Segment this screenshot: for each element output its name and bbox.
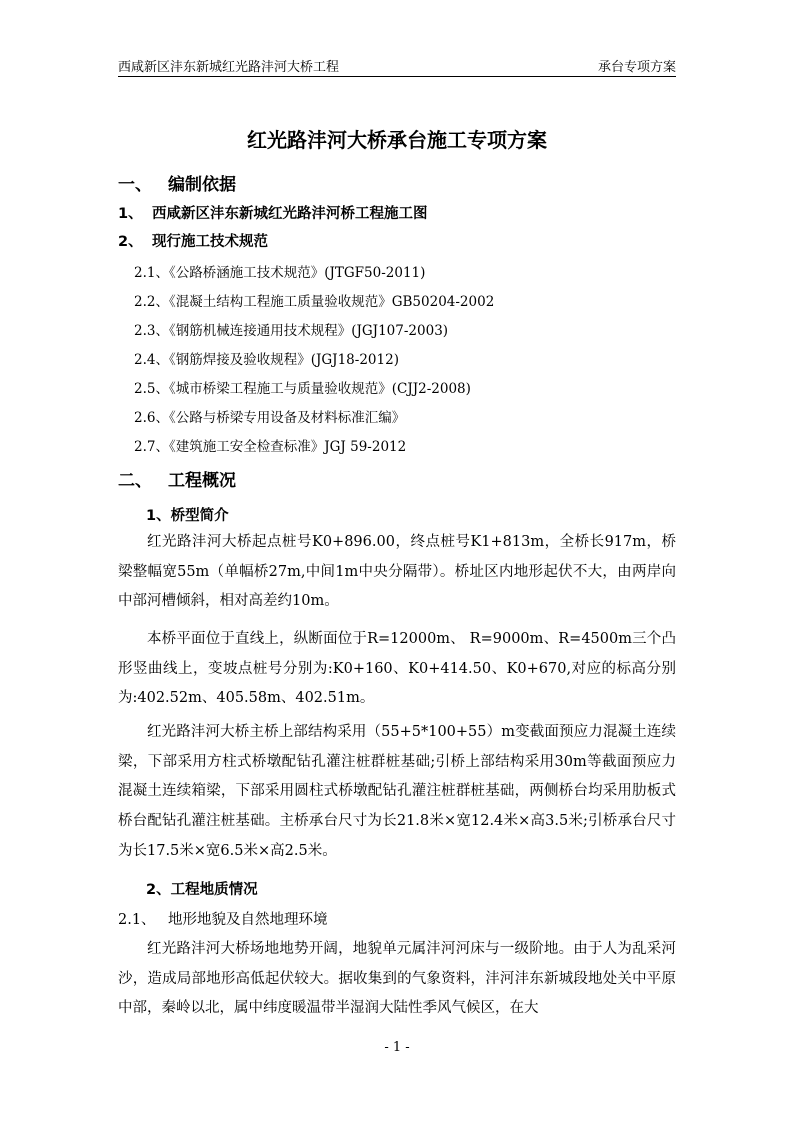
section-title: 工程概况 bbox=[168, 471, 236, 491]
paragraph-bridge-location: 红光路沣河大桥起点桩号K0+896.00，终点桩号K1+813m，全桥长917m，桥梁整幅宽55m（单幅桥27m,中间1m中央分隔带）。桥址区内地形起伏不大，由两岸向中部河槽倾斜，相对高差约10m。 bbox=[118, 534, 676, 610]
paragraph-structure: 红光路沣河大桥主桥上部结构采用（55+5*100+55）m变截面预应力混凝土连续梁，下部采用方柱式桥墩配钻孔灌注桩群桩基础;引桥上部结构采用30m等截面预应力混凝土连续箱梁，下部采用圆柱式桥墩配钻孔灌注桩群桩基础，两侧桥台均采用肋板式桥台配钻孔灌注桩基础。主桥承台尺寸为长21.8米×宽12.4米×高3.5米;引桥承台尺寸为长17.5米×宽6.5米×高2.5米。 bbox=[118, 724, 676, 859]
section-heading-overview bbox=[118, 466, 236, 491]
item-text: 现行施工技术规范 bbox=[152, 234, 268, 250]
standard-item: 2.7、《建筑施工安全检查标准》JGJ 59-2012 bbox=[134, 439, 407, 455]
page-header bbox=[118, 56, 676, 77]
item-number: 2、 bbox=[118, 234, 143, 250]
subsection-title: 地形地貌及自然地理环境 bbox=[168, 912, 328, 928]
standard-item: 2.3、《钢筋机械连接通用技术规程》(JGJ107-2003) bbox=[134, 323, 449, 339]
basis-item-specs bbox=[118, 230, 268, 251]
item-text: 西咸新区沣东新城红光路沣河桥工程施工图 bbox=[152, 206, 428, 222]
standard-item: 2.6、《公路与桥梁专用设备及材料标准汇编》 bbox=[134, 410, 406, 426]
subsection-bridge-type: 1、桥型简介 bbox=[146, 508, 229, 524]
page-number: - 1 - bbox=[384, 1040, 410, 1055]
section-number: 一、 bbox=[118, 175, 152, 195]
basis-item-drawings bbox=[118, 202, 428, 223]
standard-item: 2.4、《钢筋焊接及验收规程》(JGJ18-2012) bbox=[134, 352, 399, 368]
standard-item: 2.2、《混凝土结构工程施工质量验收规范》GB50204-2002 bbox=[134, 294, 495, 310]
section-title: 编制依据 bbox=[168, 175, 236, 195]
section-number: 二、 bbox=[118, 471, 152, 491]
paragraph-terrain: 红光路沣河大桥场地地势开阔，地貌单元属沣河河床与一级阶地。由于人为乱采河沙，造成局部地形高低起伏较大。据收集到的气象资料，沣河沣东新城段地处关中平原中部，秦岭以北，属中纬度暖温带半湿润大陆性季风气候区，在大 bbox=[118, 941, 676, 1017]
section-heading-basis bbox=[118, 170, 236, 195]
paragraph-alignment: 本桥平面位于直线上，纵断面位于R=12000m、 R=9000m、R=4500m三个凸形竖曲线上，变坡点桩号分别为:K0+160、K0+414.50、K0+670,对应的标高分别为:402.52m、405.58m、402.51m。 bbox=[118, 631, 676, 707]
header-project-name: 西咸新区沣东新城红光路沣河大桥工程 bbox=[118, 60, 340, 75]
subsection-terrain bbox=[118, 908, 328, 929]
standard-item: 2.1、《公路桥涵施工技术规范》(JTGF50-2011) bbox=[134, 265, 426, 281]
document-title: 红光路沣河大桥承台施工专项方案 bbox=[247, 128, 547, 152]
item-number: 1、 bbox=[118, 206, 143, 222]
subsection-geology: 2、工程地质情况 bbox=[146, 882, 258, 898]
standard-item: 2.5、《城市桥梁工程施工与质量验收规范》(CJJ2-2008) bbox=[134, 381, 471, 397]
header-doc-type: 承台专项方案 bbox=[597, 60, 676, 75]
subsection-number: 2.1、 bbox=[118, 912, 156, 928]
